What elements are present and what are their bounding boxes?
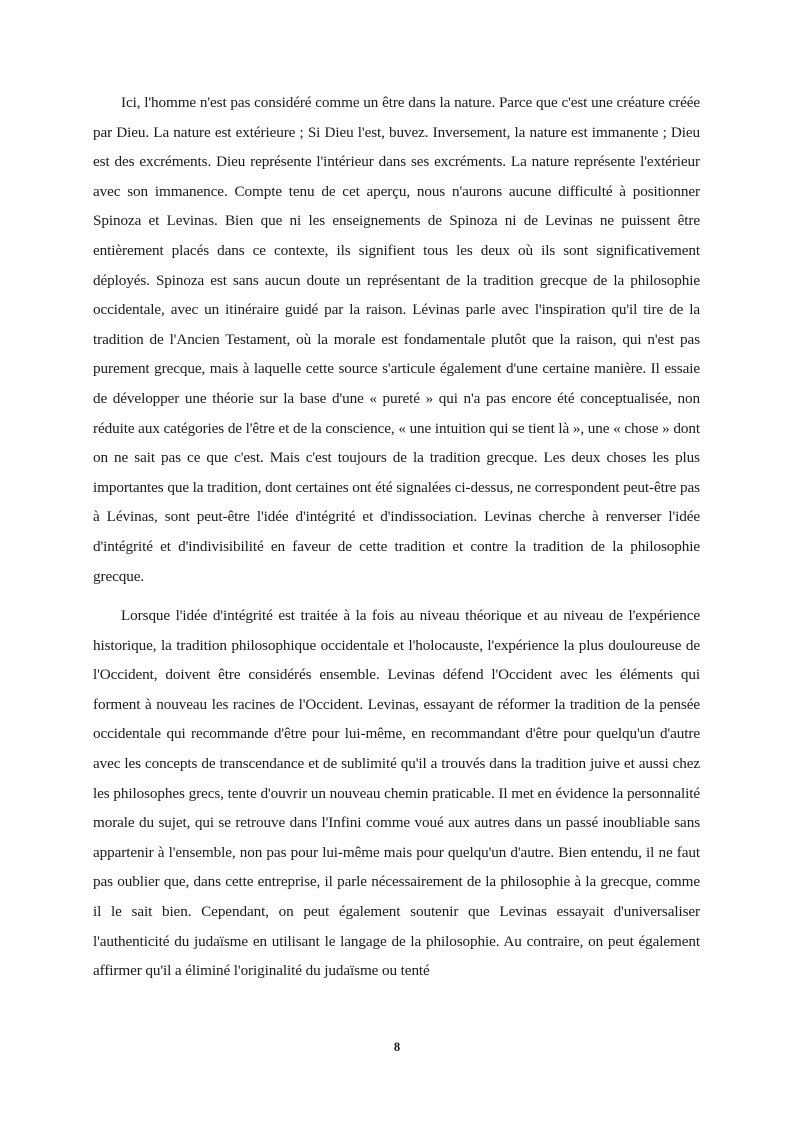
- paragraph-2: Lorsque l'idée d'intégrité est traitée à la fois au niveau théorique et au niveau de l'expérience historique, la tradition philosophique occidentale et l'holocauste, l'expérience la plus douloureuse de l'Occident, doivent être considérés ensemble. Levinas défend l'Occident avec les éléments qui forment à nouveau les racines de l'Occident. Levinas, essayant de réformer la tradition de la pensée occidentale qui recommande d'être pour lui-même, en recommandant d'être pour quelqu'un d'autre avec les concepts de transcendance et de sublimité qu'il a trouvés dans la tradition juive et aussi chez les philosophes grecs, tente d'ouvrir un nouveau chemin praticable. Il met en évidence la personnalité morale du sujet, qui se retrouve dans l'Infini comme voué aux autres dans un passé inoubliable sans appartenir à l'ensemble, non pas pour lui-même mais pour quelqu'un d'autre. Bien entendu, il ne faut pas oublier que, dans cette entreprise, il parle nécessairement de la philosophie à la grecque, comme il le sait bien. Cependant, on peut également soutenir que Levinas essayait d'universaliser l'authenticité du judaïsme en utilisant le langage de la philosophie. Au contraire, on peut également affirmer qu'il a éliminé l'originalité du judaïsme ou tenté: [93, 607, 700, 980]
- paragraph-1: Ici, l'homme n'est pas considéré comme un être dans la nature. Parce que c'est une créature créée par Dieu. La nature est extérieure ; Si Dieu l'est, buvez. Inversement, la nature est immanente ; Dieu est des excréments. Dieu représente l'intérieur dans ses excréments. La nature représente l'extérieur avec son immanence. Compte tenu de cet aperçu, nous n'aurons aucune difficulté à positionner Spinoza et Levinas. Bien que ni les enseignements de Spinoza ni de Levinas ne puissent être entièrement placés dans ce contexte, ils signifient tous les deux où ils sont significativement déployés. Spinoza est sans aucun doute un représentant de la tradition grecque de la philosophie occidentale, avec un itinéraire guidé par la raison. Lévinas parle avec l'inspiration qu'il tire de la tradition de l'Ancien Testament, où la morale est fondamentale plutôt que la raison, qui n'est pas purement grecque, mais à laquelle cette source s'articule également d'une certaine manière. Il essaie de développer une théorie sur la base d'une « pureté » qui n'a pas encore été conceptualisée, non réduite aux catégories de l'être et de la conscience, « une intuition qui se tient là », une « chose » dont on ne sait pas ce que c'est. Mais c'est toujours de la tradition grecque. Les deux choses les plus importantes que la tradition, dont certaines ont été signalées ci-dessus, ne correspondent peut-être pas à Lévinas, sont peut-être l'idée d'intégrité et d'indissociation. Levinas cherche à renverser l'idée d'intégrité et d'indivisibilité en faveur de cette tradition et contre la tradition de la philosophie grecque.: [93, 94, 700, 585]
- page-number: 8: [393, 1040, 401, 1054]
- document-body: [93, 88, 700, 986]
